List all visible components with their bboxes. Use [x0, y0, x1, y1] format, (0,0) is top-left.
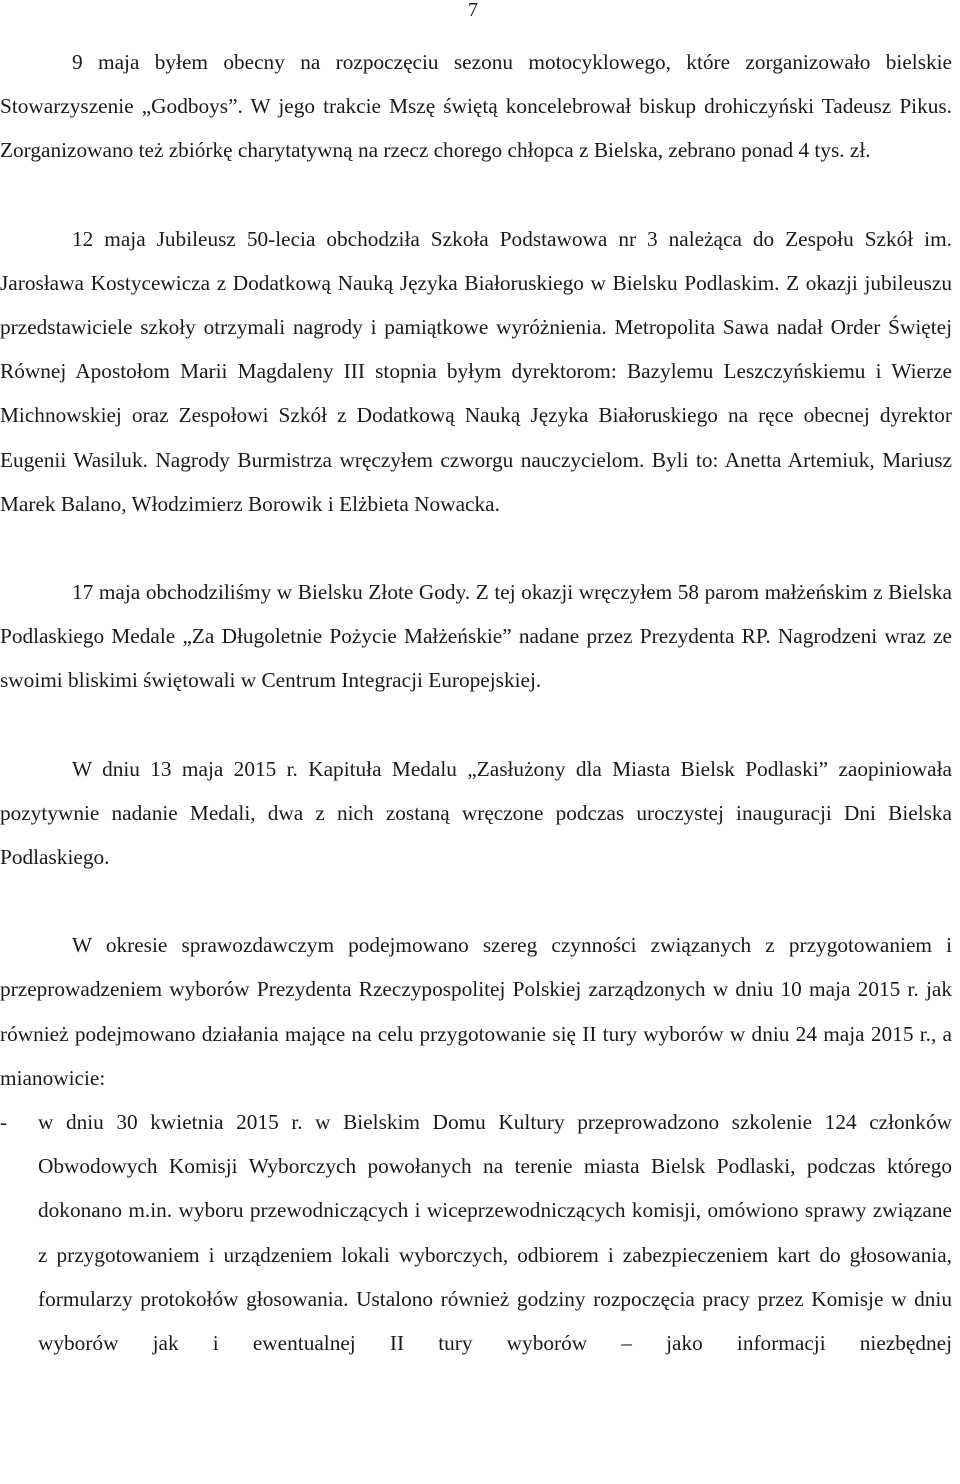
- paragraph-medal-chapter: W dniu 13 maja 2015 r. Kapituła Medalu „Zasłużony dla Miasta Bielsk Podlaski” zaopiniowała pozytywnie nadanie Medali, dwa z nich zostaną wręczone podczas uroczystej inauguracji Dni Bielska Podlaskiego.: [0, 756, 952, 870]
- page-number: 7: [468, 0, 478, 21]
- list-item: [0, 1100, 952, 1365]
- document-body: [0, 40, 952, 1365]
- paragraph-gap: [0, 526, 952, 570]
- list-dash: -: [0, 1110, 8, 1135]
- paragraph-gap: [0, 879, 952, 923]
- paragraph-motorcycle-season: 9 maja byłem obecny na rozpoczęciu sezonu motocyklowego, które zorganizowało bielskie Stowarzyszenie „Godboys”. W jego trakcie Mszę świętą koncelebrował biskup drohiczyński Tadeusz Pikus. Zorganizowano też zbiórkę charytatywną na rzecz chorego chłopca z Bielska, zebrano ponad 4 tys. zł.: [0, 50, 952, 163]
- paragraph-school-jubilee: 12 maja Jubileusz 50-lecia obchodziła Szkoła Podstawowa nr 3 należąca do Zespołu Szkół im. Jarosława Kostycewicza z Dodatkową Nauką Języka Białoruskiego w Bielsku Podlaskim. Z okazji jubileuszu przedstawiciele szkoły otrzymali nagrody i pamiątkowe wyróżnienia. Metropolita Sawa nadał Order Świętej Równej Apostołom Marii Magdaleny III stopnia byłym dyrektorom: Bazylemu Leszczyńskiemu i Wierze Michnowskiej oraz Zespołowi Szkół z Dodatkową Nauką Języka Białoruskiego na ręce obecnej dyrektor Eugenii Wasiluk. Nagrody Burmistrza wręczyłem czworgu nauczycielom. Byli to: Anetta Artemiuk, Mariusz Marek Balano, Włodzimierz Borowik i Elżbieta Nowacka.: [0, 226, 952, 516]
- list-item-text: w dniu 30 kwietnia 2015 r. w Bielskim Domu Kultury przeprowadzono szkolenie 124 członków Obwodowych Komisji Wyborczych powołanych na terenie miasta Bielsk Podlaski, podczas którego dokonano m.in. wyboru przewodniczących i wiceprzewodniczących komisji, omówiono sprawy związane z przygotowaniem i urządzeniem lokali wyborczych, odbiorem i zabezpieczeniem kart do głosowania, formularzy protokołów głosowania. Ustalono również godziny rozpoczęcia pracy przez Komisje w dniu wyborów jak i ewentualnej II tury wyborów – jako informacji niezbędnej: [38, 1110, 952, 1356]
- paragraph-gap: [0, 703, 952, 747]
- paragraph-elections: W okresie sprawozdawczym podejmowano szereg czynności związanych z przygotowaniem i przeprowadzeniem wyborów Prezydenta Rzeczypospolitej Polskiej zarządzonych w dniu 10 maja 2015 r. jak również podejmowano działania mające na celu przygotowanie się II tury wyborów w dniu 24 maja 2015 r., a mianowicie:: [0, 933, 952, 1090]
- paragraph-gap: [0, 173, 952, 217]
- paragraph-golden-wedding: 17 maja obchodziliśmy w Bielsku Złote Gody. Z tej okazji wręczyłem 58 parom małżeńskim z Bielska Podlaskiego Medale „Za Długoletnie Pożycie Małżeńskie” nadane przez Prezydenta RP. Nagrodzeni wraz ze swoimi bliskimi świętowali w Centrum Integracji Europejskiej.: [0, 580, 952, 693]
